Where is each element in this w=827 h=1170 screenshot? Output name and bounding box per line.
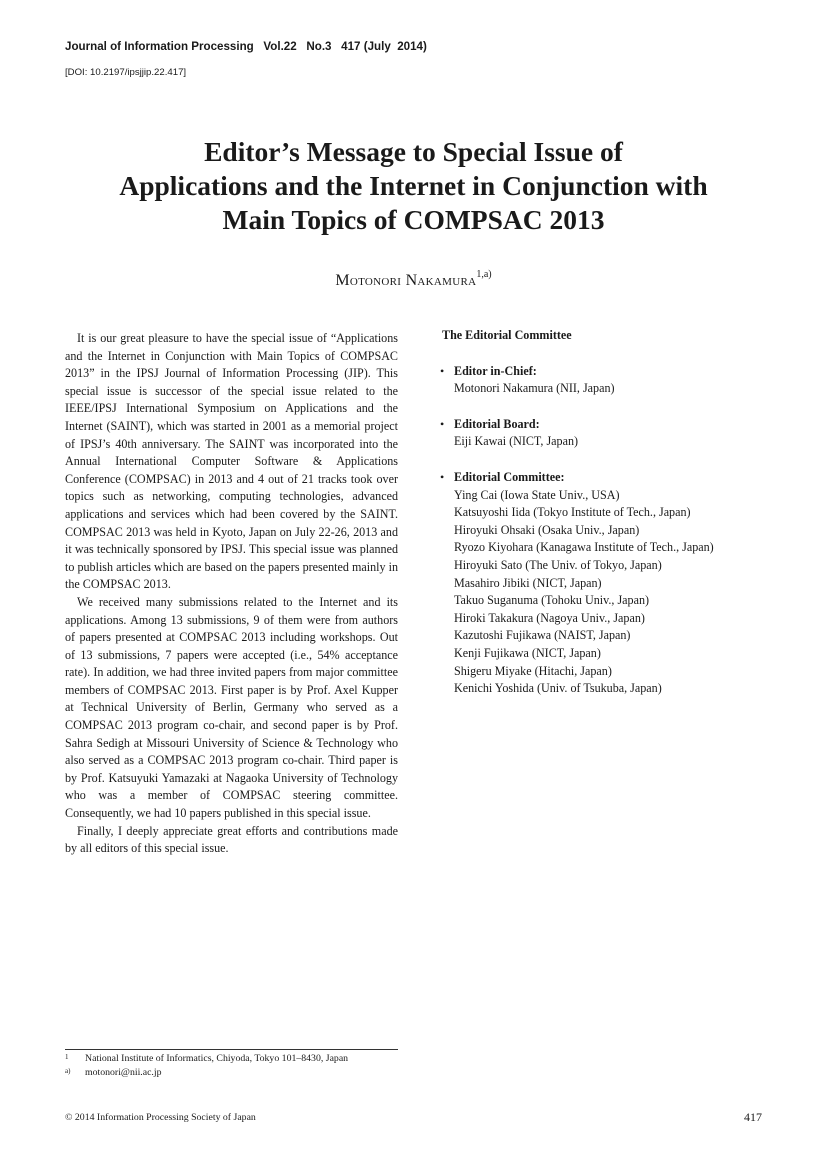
member-name: Hiroki Takakura (Nagoya Univ., Japan) <box>454 610 645 625</box>
bullet-icon: • <box>440 416 445 431</box>
footnote <box>65 1052 405 1066</box>
body-text-column <box>65 330 398 858</box>
copyright-notice: © 2014 Information Processing Society of Japan <box>65 1112 256 1123</box>
member-name: Eiji Kawai (NICT, Japan) <box>454 434 579 449</box>
footnote-mark: a) <box>65 1067 71 1075</box>
section-title: Editorial Committee: <box>454 469 565 484</box>
editorial-committee-section <box>440 469 770 698</box>
author-byline <box>0 269 827 290</box>
editorial-committee-column <box>440 327 770 698</box>
footnote-divider <box>65 1049 398 1050</box>
footnote <box>65 1066 405 1080</box>
bullet-icon: • <box>440 363 445 378</box>
title-line: Main Topics of COMPSAC 2013 <box>222 204 605 235</box>
author-affiliation-mark: 1,a) <box>476 269 492 280</box>
member-name: Ryozo Kiyohara (Kanagawa Institute of Tech., Japan) <box>454 540 714 555</box>
section-title: Editorial Board: <box>454 416 540 431</box>
title-line: Editor’s Message to Special Issue of <box>204 136 623 167</box>
editor-in-chief-section <box>440 363 770 398</box>
member-name: Takuo Suganuma (Tohoku Univ., Japan) <box>454 593 650 608</box>
section-title: Editor in-Chief: <box>454 363 537 378</box>
journal-citation: Journal of Information Processing Vol.22 No.3 417 (July 2014) <box>65 40 427 53</box>
body-paragraph: Finally, I deeply appreciate great efforts and contributions made by all editors of this special issue. <box>65 823 398 856</box>
member-name: Ying Cai (Iowa State Univ., USA) <box>454 487 620 502</box>
body-paragraph: It is our great pleasure to have the special issue of “Applications and the Internet in Conjunction with Main Topics of COMPSAC 2013” in the IPSJ Journal of Information Processing (JIP). This special issue is successor of the special issue related to the IEEE/IPSJ International Symposium on Applications and the Internet (SAINT), which was started in 2001 as a memorial project of IPSJ’s 40th anniversary. The SAINT was incorporated into the Annual International Computer Software & Applications Conference (COMPSAC) in 2013 and 4 out of 21 tracks took over topics such as networking, computing technologies, advanced applications and services which had been covered by the SAINT. COMPSAC 2013 was held in Kyoto, Japan on July 22-26, 2013 and it was technically sponsored by IPSJ. This special issue was planned to publish articles which are based on the papers presented mainly in the COMPSAC 2013. <box>65 331 398 592</box>
body-paragraph: We received many submissions related to the Internet and its applications. Among 13 submissions, 9 of them were from authors of papers presented at COMPSAC 2013 including workshops. Out of 13 submissions, 7 papers were accepted (i.e., 54% acceptance rate). In addition, we had three invited papers from major committee members of COMPSAC 2013. First paper is by Prof. Axel Kupper at Technical University of Berlin, Germany who served as a COMPSAC 2013 program co-chair, and second paper is by Prof. Sahra Sedigh at Missouri University of Science & Technology who also served as a COMPSAC 2013 program co-chair. Third paper is by Prof. Katsuyuki Yamazaki at Nagaoka University of Technology who was a member of COMPSAC steering committee. Consequently, we had 10 papers published in this special issue. <box>65 594 398 821</box>
doi: [DOI: 10.2197/ipsjjip.22.417] <box>65 67 187 78</box>
page-number: 417 <box>744 1110 762 1124</box>
member-name: Kazutoshi Fujikawa (NAIST, Japan) <box>454 628 631 643</box>
article-title <box>0 135 827 237</box>
member-name: Kenji Fujikawa (NICT, Japan) <box>454 645 601 660</box>
footnote-mark: 1 <box>65 1053 69 1061</box>
title-line: Applications and the Internet in Conjunction with <box>119 170 708 201</box>
editorial-board-section <box>440 416 770 451</box>
member-name: Motonori Nakamura (NII, Japan) <box>454 381 615 396</box>
member-name: Katsuyoshi Iida (Tokyo Institute of Tech., Japan) <box>454 505 691 520</box>
member-name: Hiroyuki Sato (The Univ. of Tokyo, Japan) <box>454 557 662 572</box>
member-name: Kenichi Yoshida (Univ. of Tsukuba, Japan) <box>454 681 662 696</box>
member-name: Shigeru Miyake (Hitachi, Japan) <box>454 663 612 678</box>
committee-heading: The Editorial Committee <box>442 328 572 342</box>
member-name: Hiroyuki Ohsaki (Osaka Univ., Japan) <box>454 522 640 537</box>
member-name: Masahiro Jibiki (NICT, Japan) <box>454 575 602 590</box>
footnotes <box>65 1052 405 1080</box>
footnote-email: motonori@nii.ac.jp <box>85 1067 162 1078</box>
author-name: Motonori Nakamura <box>335 272 477 289</box>
footnote-text: National Institute of Informatics, Chiyoda, Tokyo 101–8430, Japan <box>85 1053 349 1064</box>
bullet-icon: • <box>440 469 445 484</box>
